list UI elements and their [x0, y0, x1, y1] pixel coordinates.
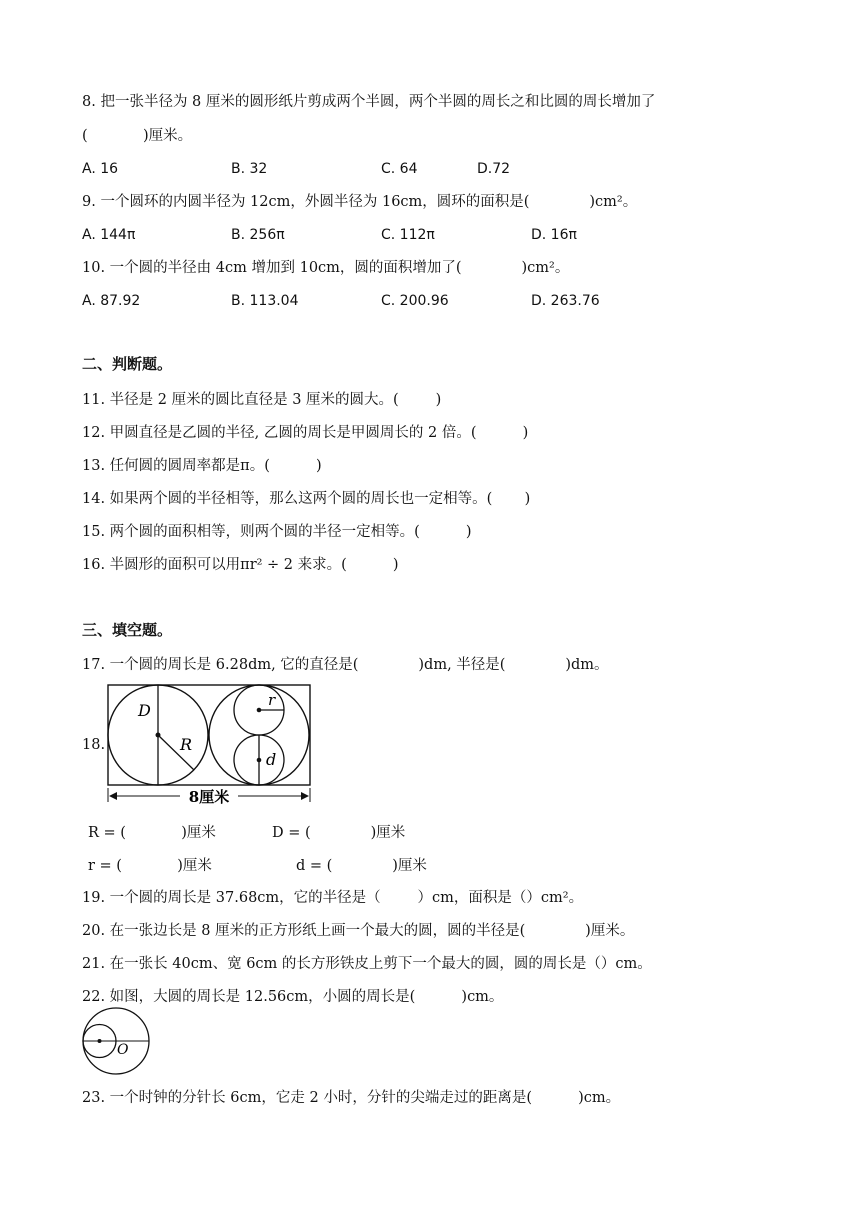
q10-text: 10. 一个圆的半径由 4cm 增加到 10cm，圆的面积增加了( )cm²。: [82, 260, 570, 276]
q8-option-c: C. 64: [381, 161, 418, 177]
label-r: r: [268, 691, 276, 709]
q9-option-d: D. 16π: [531, 227, 577, 243]
q17-text: 17. 一个圆的周长是 6.28dm, 它的直径是( )dm, 半径是( )dm。: [82, 657, 609, 673]
q12-text: 12. 甲圆直径是乙圆的半径, 乙圆的周长是甲圆周长的 2 倍。( ): [82, 425, 529, 441]
q9-text: 9. 一个圆环的内圆半径为 12cm，外圆半径为 16cm，圆环的面积是( )cm²。: [82, 194, 638, 210]
q16-text: 16. 半圆形的面积可以用πr² ÷ 2 来求。( ): [82, 557, 399, 573]
q10-option-d: D. 263.76: [531, 293, 600, 309]
q8-text-line2: ( )厘米。: [82, 128, 193, 144]
label-d: d: [266, 750, 277, 769]
q8-option-a: A. 16: [82, 161, 119, 177]
q15-text: 15. 两个圆的面积相等，则两个圆的半径一定相等。( ): [82, 524, 472, 540]
section2-heading: 二、判断题。: [82, 355, 173, 373]
q20-text: 20. 在一张边长是 8 厘米的正方形纸上画一个最大的圆，圆的半径是( )厘米。: [82, 923, 635, 939]
q9-option-a: A. 144π: [82, 227, 136, 243]
q8-option-b: B. 32: [231, 161, 268, 177]
q14-text: 14. 如果两个圆的半径相等，那么这两个圆的周长也一定相等。( ): [82, 491, 531, 507]
q10-option-c: C. 200.96: [381, 293, 449, 309]
label-D: D: [138, 701, 151, 720]
section3-heading: 三、填空题。: [82, 621, 173, 639]
q10-option-a: A. 87.92: [82, 293, 141, 309]
q19-text: 19. 一个圆的周长是 37.68cm，它的半径是（ ）cm，面积是（）cm²。: [82, 890, 584, 906]
q21-text: 21. 在一张长 40cm、宽 6cm 的长方形铁皮上剪下一个最大的圆，圆的周长是（）cm。: [82, 956, 652, 972]
q22-text: 22. 如图，大圆的周长是 12.56cm，小圆的周长是( )cm。: [82, 989, 504, 1005]
q18-number: 18.: [82, 737, 106, 753]
q9-option-b: B. 256π: [231, 227, 285, 243]
q18-d-answer: d = ( )厘米: [296, 858, 427, 874]
q8-text-line1: 8. 把一张半径为 8 厘米的圆形纸片剪成两个半圆，两个半圆的周长之和比圆的周长增加了: [82, 94, 656, 110]
q18-r-answer: r = ( )厘米: [88, 858, 212, 874]
q22-figure: [80, 1005, 152, 1077]
label-O: O: [117, 1042, 129, 1058]
q10-option-b: B. 113.04: [231, 293, 299, 309]
q9-option-c: C. 112π: [381, 227, 435, 243]
q18-D-answer: D = ( )厘米: [272, 825, 406, 841]
q18-R-answer: R = ( )厘米: [88, 825, 216, 841]
label-width: 8厘米: [188, 788, 230, 805]
label-R: R: [180, 735, 193, 754]
q11-text: 11. 半径是 2 厘米的圆比直径是 3 厘米的圆大。( ): [82, 392, 442, 408]
q18-figure: [100, 680, 320, 805]
q23-text: 23. 一个时钟的分针长 6cm，它走 2 小时，分针的尖端走过的距离是( )cm。: [82, 1090, 621, 1106]
q13-text: 13. 任何圆的圆周率都是π。( ): [82, 458, 322, 474]
q8-option-d: D.72: [477, 161, 511, 177]
